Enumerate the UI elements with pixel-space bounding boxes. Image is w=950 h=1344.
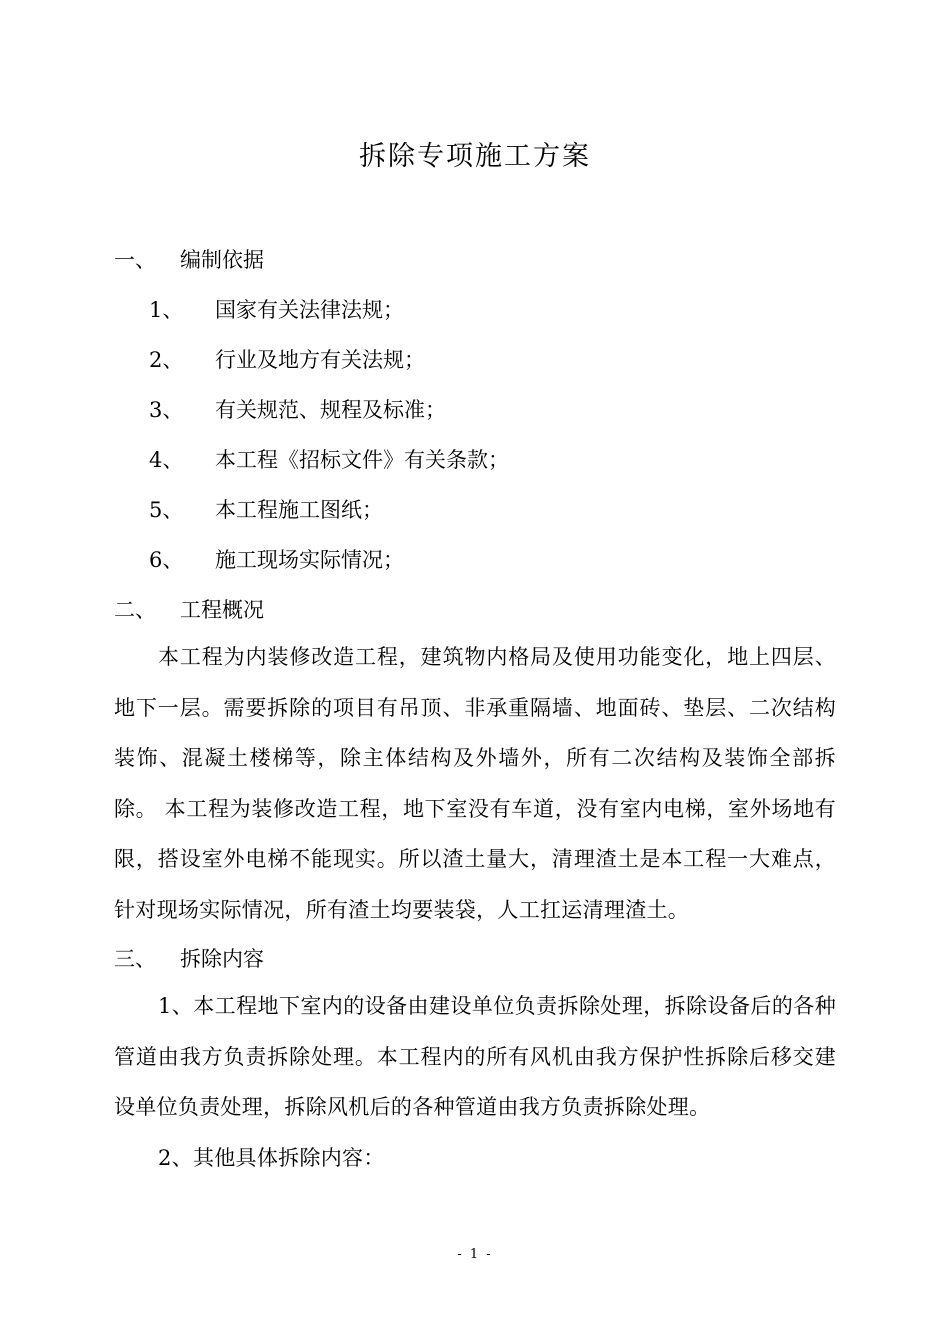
document-title: 拆除专项施工方案 bbox=[359, 141, 591, 172]
overview-paragraph: 本工程为内装修改造工程，建筑物内格局及使用功能变化，地上四层、地下一层。需要拆除的项目有吊顶、非承重隔墙、地面砖、垫层、二次结构装饰、混凝土楼梯等，除主体结构及外墙外，所有二次结构及装饰全部拆除。 本工程为装修改造工程，地下室没有车道，没有室内电梯，室外场地有限，搭设室外电梯不能现实。所以渣土量大，清理渣土是本工程一大难点，针对现场实际情况，所有渣土均要装袋，人工扛运清理渣土。 bbox=[114, 645, 836, 922]
content-paragraph: 2、其他具体拆除内容： bbox=[158, 1146, 385, 1170]
list-item-text: 国家有关法律法规； bbox=[215, 298, 404, 322]
list-item-number: 1、 bbox=[149, 298, 184, 322]
list-item-text: 施工现场实际情况； bbox=[215, 548, 404, 572]
section-number: 二、 bbox=[114, 598, 156, 622]
page-number: - 1 - bbox=[457, 1247, 493, 1262]
list-item-text: 本工程施工图纸； bbox=[215, 498, 383, 522]
section-heading-overview bbox=[114, 594, 264, 624]
list-item-number: 3、 bbox=[149, 398, 184, 422]
list-item-number: 5、 bbox=[149, 498, 184, 522]
list-item-text: 行业及地方有关法规； bbox=[215, 348, 425, 372]
section-number: 一、 bbox=[114, 248, 156, 272]
section-heading-content bbox=[114, 943, 264, 973]
list-item bbox=[149, 344, 425, 374]
list-item-text: 有关规范、规程及标准； bbox=[215, 398, 446, 422]
list-item bbox=[149, 494, 383, 524]
list-item bbox=[149, 444, 509, 474]
section-title: 工程概况 bbox=[180, 598, 264, 622]
list-item-number: 4、 bbox=[149, 448, 184, 472]
section-heading-basis bbox=[114, 244, 264, 274]
list-item-text: 本工程《招标文件》有关条款； bbox=[215, 448, 509, 472]
list-item-number: 2、 bbox=[149, 348, 184, 372]
section-number: 三、 bbox=[114, 947, 156, 971]
list-item bbox=[149, 544, 404, 574]
section-title: 编制依据 bbox=[180, 248, 264, 272]
section-title: 拆除内容 bbox=[180, 947, 264, 971]
content-paragraph: 1、本工程地下室内的设备由建设单位负责拆除处理，拆除设备后的各种管道由我方负责拆除处理。本工程内的所有风机由我方保护性拆除后移交建设单位负责处理，拆除风机后的各种管道由我方负责拆除处理。 bbox=[114, 994, 836, 1119]
list-item-number: 6、 bbox=[149, 548, 184, 572]
list-item bbox=[149, 394, 446, 424]
list-item bbox=[149, 294, 404, 324]
